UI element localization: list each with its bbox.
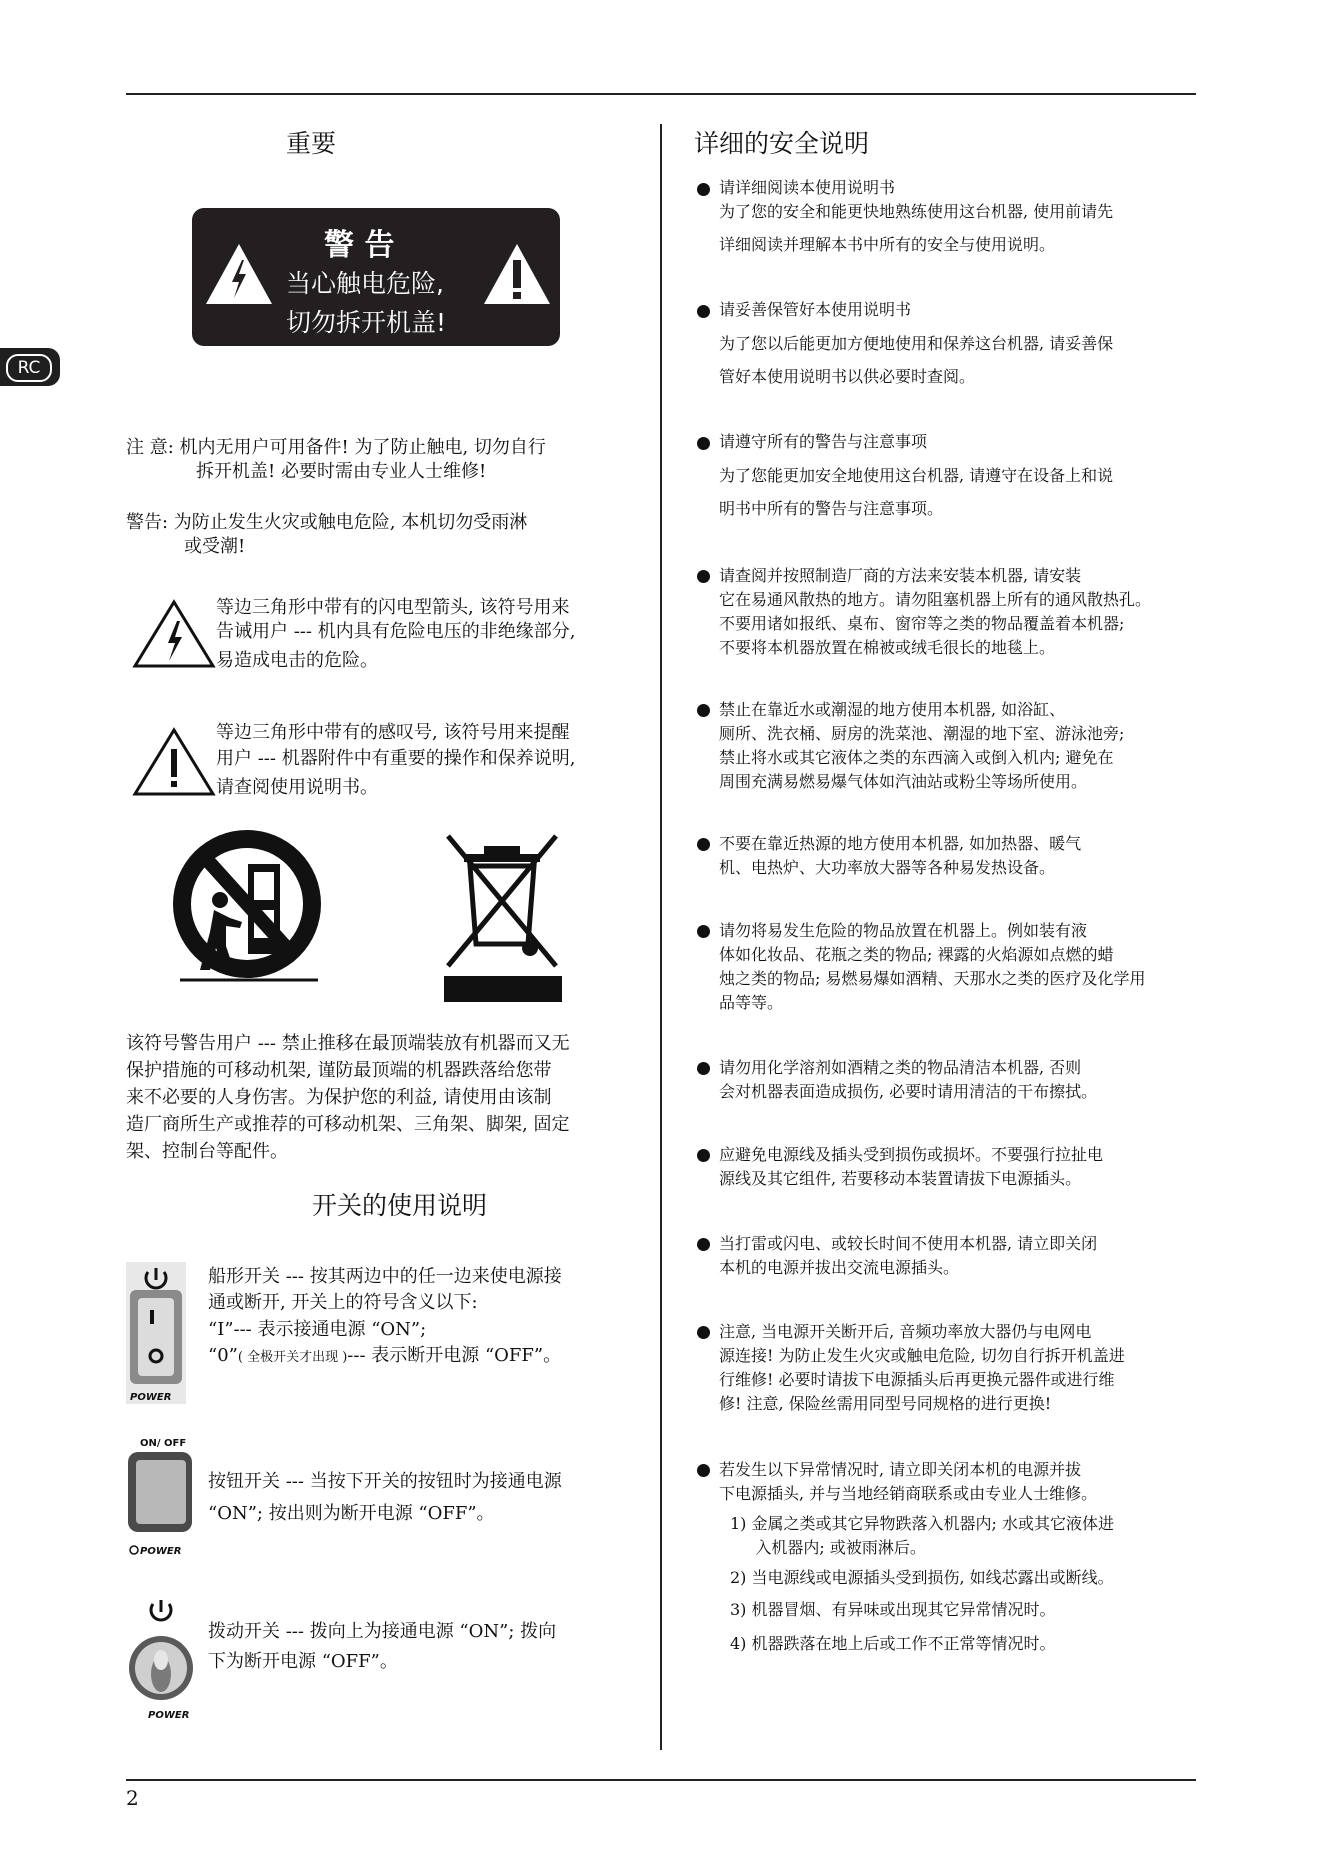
push-desc-2: “ON”; 按出则为断开电源 “OFF”。	[208, 1503, 495, 1524]
sublist-item-1-line-1: 1) 金属之类或其它异物跌落入机器内; 水或其它液体进	[730, 1514, 1114, 1533]
bullet-1-line-3: 详细阅读并理解本书中所有的安全与使用说明。	[719, 235, 1056, 254]
bullet-7-line-4: 品等等。	[719, 993, 784, 1012]
rocker-desc-4	[208, 1342, 561, 1372]
bullet-dot	[697, 305, 710, 318]
exclamation-desc-3: 请查阅使用说明书。	[216, 777, 378, 798]
bullet-dot	[697, 1464, 710, 1477]
bullet-8-line-2: 会对机器表面造成损伤, 必要时请用清洁的干布擦拭。	[719, 1082, 1098, 1101]
bullet-11-line-4: 修! 注意, 保险丝需用同型号同规格的进行更换!	[719, 1394, 1052, 1413]
bullet-4-line-1: 请查阅并按照制造厂商的方法来安装本机器, 请安装	[719, 566, 1082, 585]
page-number: 2	[126, 1786, 139, 1810]
bullet-4-line-2: 它在易通风散热的地方。请勿阻塞机器上所有的通风散热孔。	[719, 590, 1152, 609]
bullet-dot	[697, 1149, 710, 1162]
lightning-desc-1: 等边三角形中带有的闪电型箭头, 该符号用来	[216, 597, 570, 618]
caution-line-1: 警告: 为防止发生火灾或触电危险, 本机切勿受雨淋	[126, 512, 528, 533]
exclamation-triangle-icon	[132, 727, 216, 797]
lightning-triangle-icon	[132, 599, 216, 669]
bullet-9-line-2: 源线及其它组件, 若要移动本装置请拔下电源插头。	[719, 1169, 1082, 1188]
lightning-warning-icon	[204, 242, 274, 306]
bullet-12-line-1: 若发生以下异常情况时, 请立即关闭本机的电源并拔	[719, 1460, 1082, 1479]
bullet-5-line-2: 厕所、洗衣桶、厨房的洗菜池、潮湿的地下室、游泳池旁;	[719, 724, 1125, 743]
bullet-dot	[697, 925, 710, 938]
bullet-dot	[697, 838, 710, 851]
bullet-6-line-1: 不要在靠近热源的地方使用本机器, 如加热器、暖气	[719, 834, 1082, 853]
sublist-item-1-line-2: 入机器内; 或被雨淋后。	[730, 1538, 926, 1557]
bullet-7-line-2: 体如化妆品、花瓶之类的物品; 裸露的火焰源如点燃的蜡	[719, 945, 1114, 964]
warning-title: 警 告	[324, 228, 395, 263]
lightning-desc-2: 告诫用户 --- 机内具有危险电压的非绝缘部分,	[216, 621, 576, 642]
exclamation-warning-icon	[482, 242, 552, 306]
cart-desc-1: 该符号警告用户 --- 禁止推移在最顶端装放有机器而又无	[126, 1033, 570, 1054]
bullet-dot	[697, 1062, 710, 1075]
bullet-5-line-3: 禁止将水或其它液体之类的东西滴入或倒入机内; 避免在	[719, 748, 1114, 767]
bullet-dot	[697, 1326, 710, 1339]
rocker-desc-2: 通或断开, 开关上的符号含义以下:	[208, 1292, 478, 1313]
bullet-11-line-2: 源连接! 为防止发生火灾或触电危险, 切勿自行拆开机盖进	[719, 1346, 1125, 1365]
bullet-3-line-3: 明书中所有的警告与注意事项。	[719, 499, 944, 518]
bullet-7-line-3: 烛之类的物品; 易燃易爆如酒精、天那水之类的医疗及化学用	[719, 969, 1146, 988]
warning-line-1: 当心触电危险,	[286, 269, 444, 298]
language-tab-label: RC	[6, 354, 52, 382]
push-button-switch-icon	[126, 1432, 210, 1558]
bullet-dot	[697, 570, 710, 583]
push-on-off-label: ON/ OFF	[140, 1438, 187, 1449]
cart-desc-2: 保护措施的可移动机架, 谨防最顶端的机器跌落给您带	[126, 1060, 552, 1081]
bullet-1-line-2: 为了您的安全和能更快地熟练使用这台机器, 使用前请先	[719, 202, 1114, 221]
header-rule	[126, 93, 1196, 95]
bullet-11-line-1: 注意, 当电源开关断开后, 音频功率放大器仍与电网电	[719, 1322, 1092, 1341]
warning-line-2: 切勿拆开机盖!	[286, 308, 447, 337]
exclamation-desc-1: 等边三角形中带有的感叹号, 该符号用来提醒	[216, 722, 570, 743]
bullet-7-line-1: 请勿将易发生危险的物品放置在机器上。例如装有液	[719, 921, 1088, 940]
bullet-10-line-1: 当打雷或闪电、或较长时间不使用本机器, 请立即关闭	[719, 1234, 1098, 1253]
cart-warning-icon	[170, 822, 324, 994]
bullet-8-line-1: 请勿用化学溶剂如酒精之类的物品清洁本机器, 否则	[719, 1058, 1082, 1077]
footer-rule	[126, 1779, 1196, 1781]
rocker-desc-3: “I”--- 表示接通电源 “ON”;	[208, 1319, 427, 1340]
push-desc-1: 按钮开关 --- 当按下开关的按钮时为接通电源	[208, 1471, 562, 1492]
bullet-3-line-2: 为了您能更加安全地使用这台机器, 请遵守在设备上和说	[719, 466, 1114, 485]
recycle-bin-icon	[440, 832, 566, 1002]
section-title-important: 重要	[286, 129, 337, 158]
bullet-6-line-2: 机、电热炉、大功率放大器等各种易发热设备。	[719, 858, 1056, 877]
sublist-item-4: 4) 机器跌落在地上后或工作不正常等情况时。	[730, 1634, 1056, 1653]
caution-line-2: 或受潮!	[184, 536, 246, 557]
bullet-12-line-2: 下电源插头, 并与当地经销商联系或由专业人士维修。	[719, 1484, 1098, 1503]
bullet-11-line-3: 行维修! 必要时请拔下电源插头后再更换元器件或进行维	[719, 1370, 1115, 1389]
bullet-10-line-2: 本机的电源并拔出交流电源插头。	[719, 1258, 960, 1277]
rocker-desc-1: 船形开关 --- 按其两边中的任一边来使电源接	[208, 1266, 562, 1287]
bullet-2-line-2: 为了您以后能更加方便地使用和保养这台机器, 请妥善保	[719, 334, 1114, 353]
sublist-item-3: 3) 机器冒烟、有异味或出现其它异常情况时。	[730, 1600, 1056, 1619]
section-title-switches: 开关的使用说明	[312, 1191, 488, 1220]
lightning-desc-3: 易造成电击的危险。	[216, 650, 378, 671]
cart-desc-5: 架、控制台等配件。	[126, 1141, 288, 1162]
rocker-switch-icon	[126, 1262, 186, 1404]
bullet-4-line-4: 不要将本机器放置在棉被或绒毛很长的地毯上。	[719, 638, 1056, 657]
bullet-dot	[697, 183, 710, 196]
bullet-dot	[697, 437, 710, 450]
note-line-1: 注 意: 机内无用户可用备件! 为了防止触电, 切勿自行	[126, 437, 546, 458]
column-divider	[660, 124, 662, 1750]
exclamation-desc-2: 用户 --- 机器附件中有重要的操作和保养说明,	[216, 748, 576, 769]
bullet-dot	[697, 704, 710, 717]
rocker-desc-4-label: “0”	[208, 1345, 238, 1366]
bullet-5-line-1: 禁止在靠近水或潮湿的地方使用本机器, 如浴缸、	[719, 700, 1066, 719]
bullet-2-line-1: 请妥善保管好本使用说明书	[719, 300, 912, 319]
sublist-item-2: 2) 当电源线或电源插头受到损伤, 如线芯露出或断线。	[730, 1568, 1114, 1587]
toggle-switch-icon	[126, 1594, 196, 1722]
bullet-5-line-4: 周围充满易燃易爆气体如汽油站或粉尘等场所使用。	[719, 772, 1088, 791]
toggle-desc-1: 拨动开关 --- 拨向上为接通电源 “ON”; 拨向	[208, 1621, 557, 1642]
cart-desc-3: 来不必要的人身伤害。为保护您的利益, 请使用由该制	[126, 1087, 552, 1108]
note-line-2: 拆开机盖! 必要时需由专业人士维修!	[196, 461, 487, 482]
toggle-desc-2: 下为断开电源 “OFF”。	[208, 1651, 398, 1672]
rocker-desc-4-small: ( 全极开关才出现 )	[237, 1350, 348, 1365]
bullet-9-line-1: 应避免电源线及插头受到损伤或损坏。不要强行拉扯电	[719, 1145, 1104, 1164]
cart-desc-4: 造厂商所生产或推荐的可移动机架、三角架、脚架, 固定	[126, 1114, 570, 1135]
section-title-safety: 详细的安全说明	[694, 129, 870, 158]
rocker-desc-4-tail: --- 表示断开电源 “OFF”。	[347, 1345, 562, 1366]
push-power-label: POWER	[140, 1546, 182, 1557]
language-tab[interactable]	[0, 348, 60, 386]
bullet-4-line-3: 不要用诸如报纸、桌布、窗帘等之类的物品覆盖着本机器;	[719, 614, 1125, 633]
bullet-1-line-1: 请详细阅读本使用说明书	[719, 178, 896, 197]
warning-box	[192, 208, 560, 346]
bullet-3-line-1: 请遵守所有的警告与注意事项	[719, 432, 928, 451]
toggle-power-label: POWER	[148, 1710, 190, 1721]
rocker-power-label: POWER	[130, 1392, 172, 1403]
bullet-dot	[697, 1238, 710, 1251]
bullet-2-line-3: 管好本使用说明书以供必要时查阅。	[719, 367, 976, 386]
